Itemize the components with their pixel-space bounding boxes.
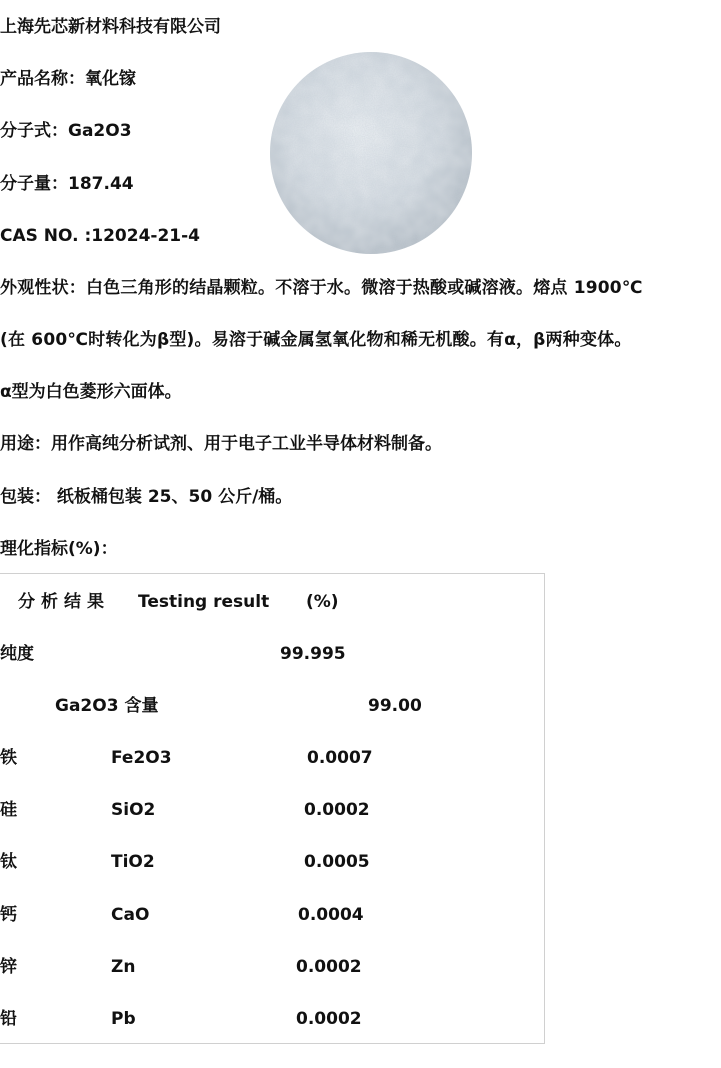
- row-name: 铅: [0, 1009, 17, 1029]
- row-value: 99.00: [368, 696, 422, 716]
- row-name: 硅: [0, 800, 17, 820]
- molecular-formula: 分子式：Ga2O3: [0, 121, 132, 141]
- row-value: 0.0002: [296, 957, 362, 977]
- row-value: 0.0007: [307, 748, 373, 768]
- table-header-unit: (%): [306, 592, 339, 612]
- row-name: Ga2O3 含量: [55, 696, 159, 716]
- row-formula: SiO2: [111, 800, 156, 820]
- company-name: 上海先芯新材料科技有限公司: [0, 17, 221, 37]
- appearance-line-2: (在 600℃时转化为β型)。易溶于碱金属氢氧化物和稀无机酸。有α，β两种变体。: [0, 330, 632, 350]
- row-value: 0.0005: [304, 852, 370, 872]
- row-value: 0.0002: [296, 1009, 362, 1029]
- powder-image: [270, 52, 472, 254]
- product-name: 产品名称：氧化镓: [0, 69, 136, 89]
- packaging-text: 包装： 纸板桶包装 25、50 公斤/桶。: [0, 487, 293, 507]
- indicators-label: 理化指标(%)：: [0, 539, 118, 559]
- table-header-cn: 分析结果: [18, 592, 110, 612]
- appearance-line-3: α型为白色菱形六面体。: [0, 382, 182, 402]
- test-results-table: [0, 573, 545, 1044]
- molecular-weight: 分子量：187.44: [0, 174, 134, 194]
- row-value: 0.0002: [304, 800, 370, 820]
- row-value: 0.0004: [298, 905, 364, 925]
- row-formula: Pb: [111, 1009, 136, 1029]
- row-formula: Fe2O3: [111, 748, 172, 768]
- row-name: 铁: [0, 748, 17, 768]
- table-header-en: Testing result: [138, 592, 270, 612]
- row-name: 钛: [0, 852, 17, 872]
- usage-text: 用途：用作高纯分析试剂、用于电子工业半导体材料制备。: [0, 434, 442, 454]
- row-value: 99.995: [280, 644, 346, 664]
- row-name: 钙: [0, 905, 17, 925]
- cas-number: CAS NO. :12024-21-4: [0, 226, 201, 246]
- row-formula: Zn: [111, 957, 136, 977]
- row-name: 纯度: [0, 644, 34, 664]
- appearance-line-1: 外观性状：白色三角形的结晶颗粒。不溶于水。微溶于热酸或碱溶液。熔点 1900℃: [0, 278, 643, 298]
- row-name: 锌: [0, 957, 17, 977]
- row-formula: TiO2: [111, 852, 155, 872]
- row-formula: CaO: [111, 905, 150, 925]
